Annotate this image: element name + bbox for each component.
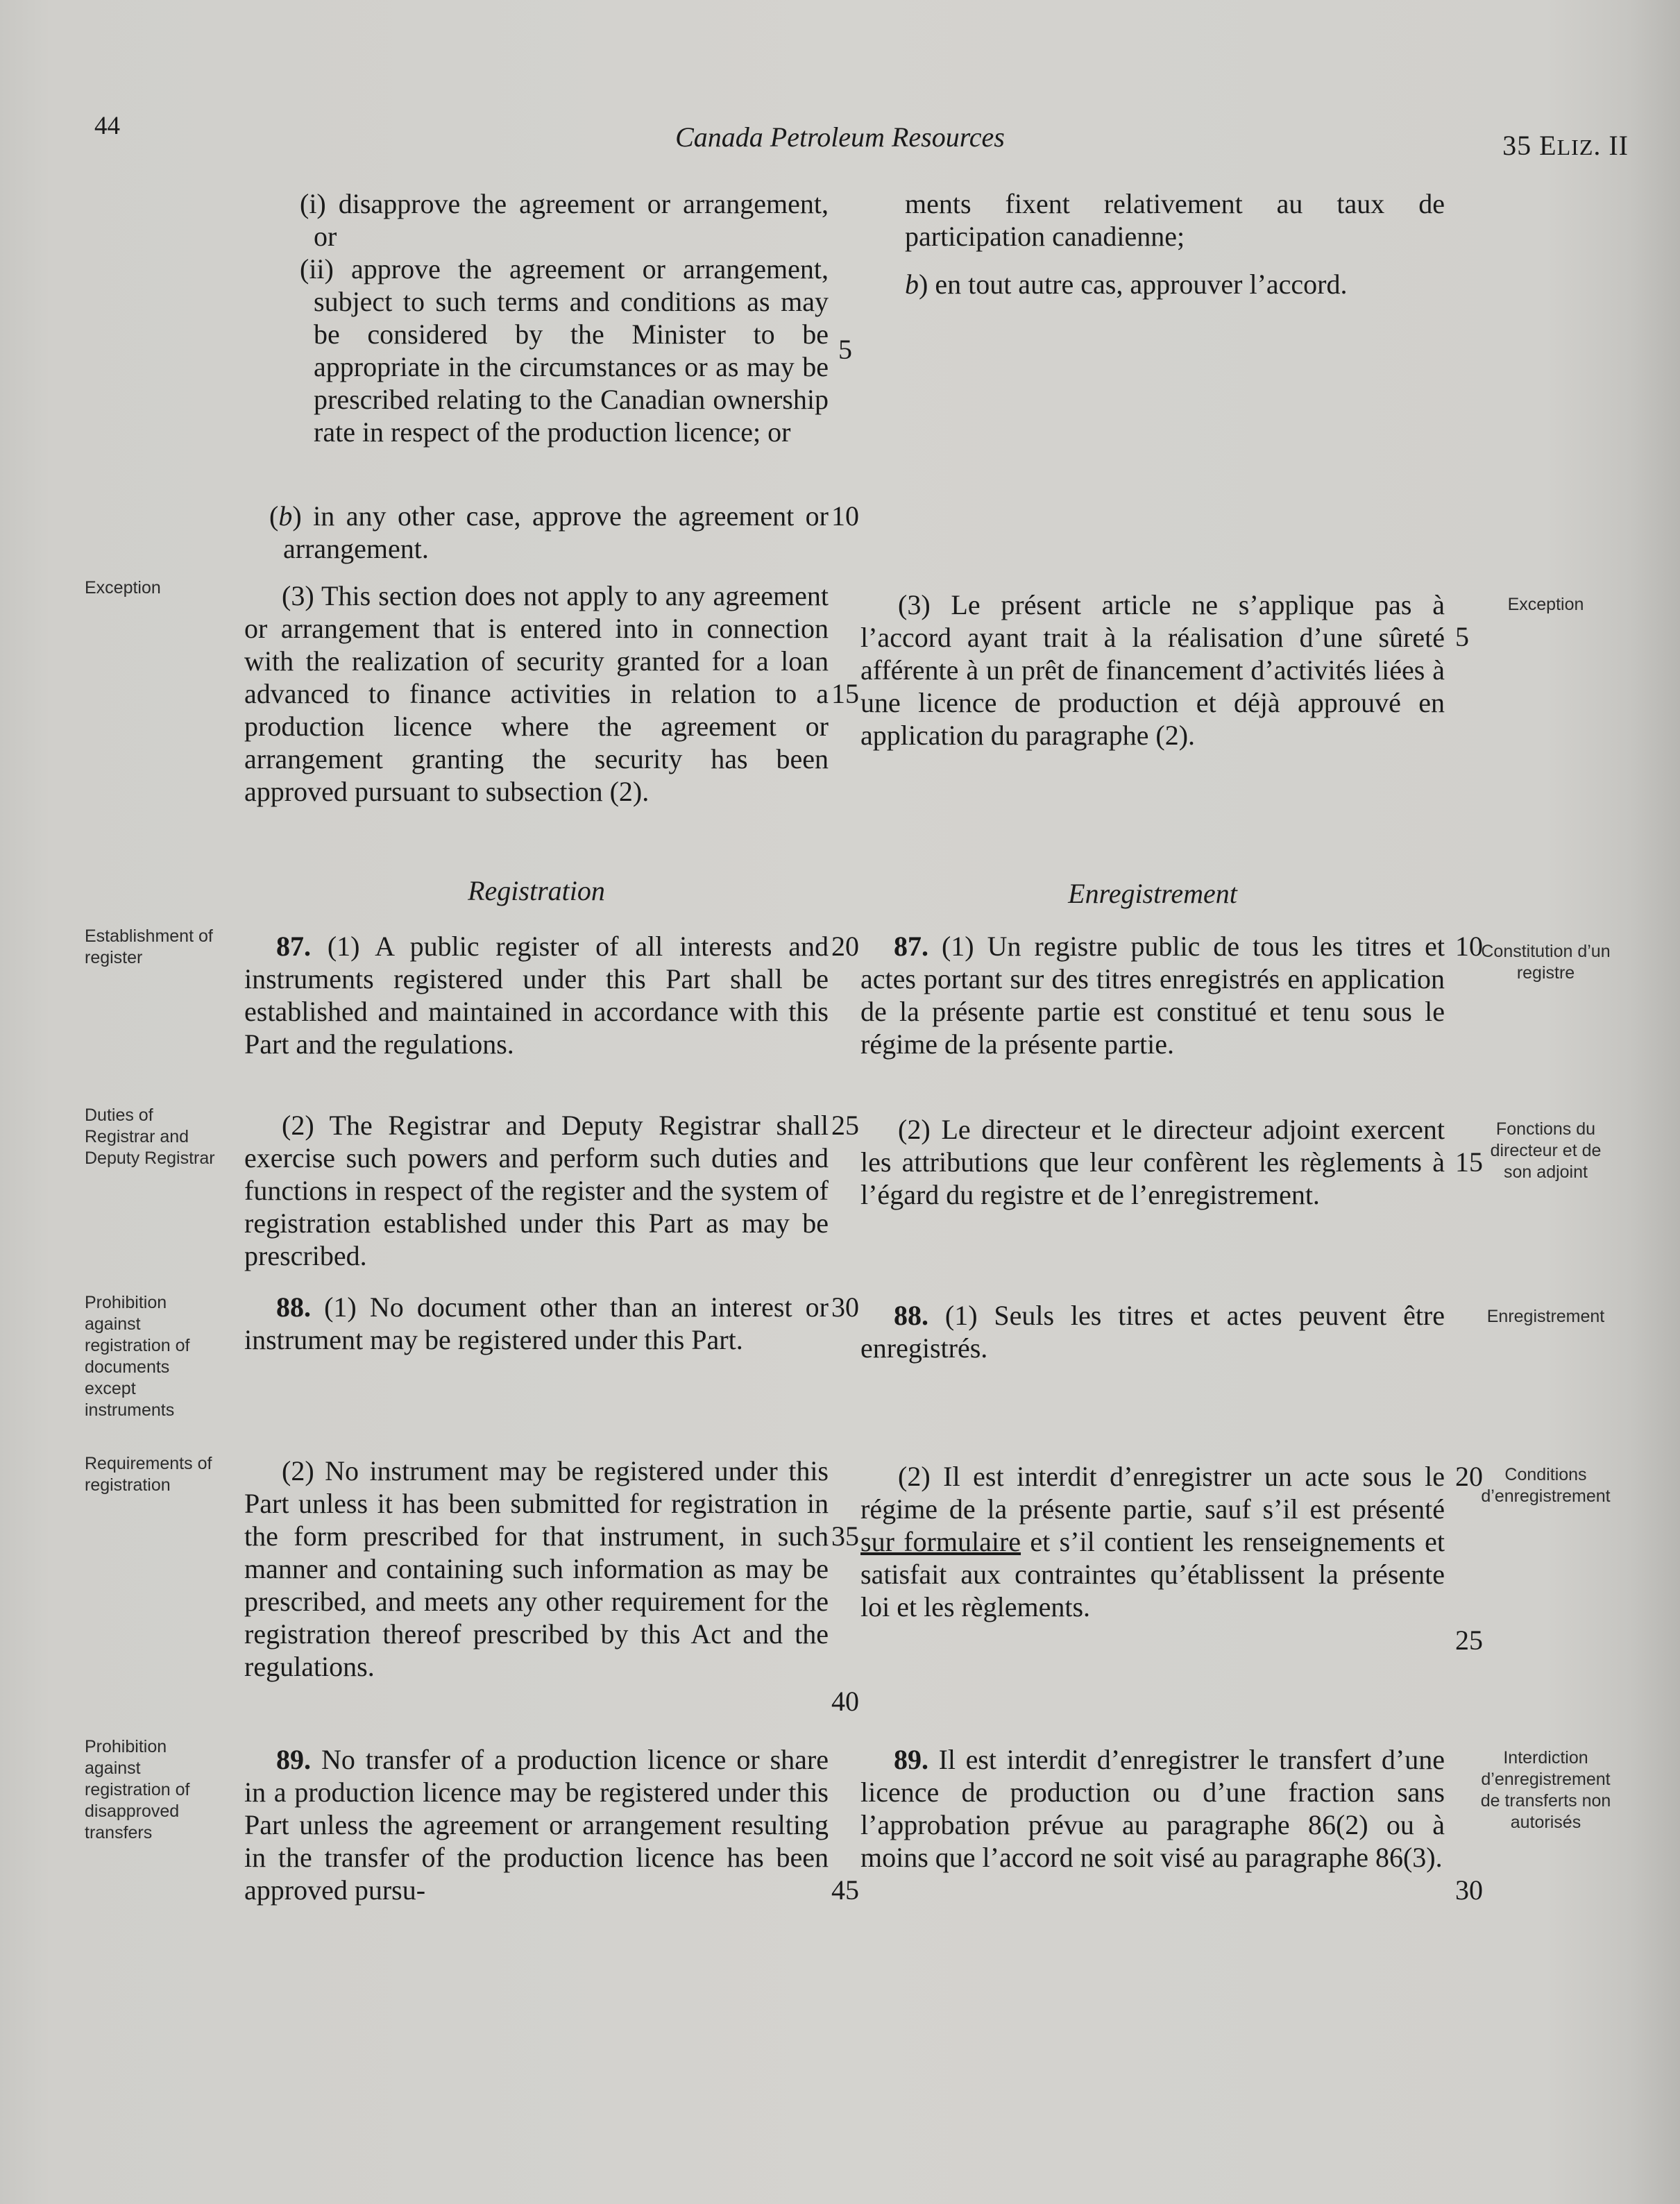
fr-section-87-1: 87. (1) Un registre public de tous les titres et actes portant sur des titres enregistrés en application de la présente partie est constitué et tenu sous le régime de la présente partie. [860, 931, 1445, 1060]
en-section-86-3: (3) This section does not apply to any agreement or arrangement that is entered into in connection with the realization of security granted for a loan advanced to finance activities in relation to a production licence where the agreement or arrangement granting the security has been approved pursuant to subsection (2). [244, 580, 829, 807]
line-number: 35 [831, 1520, 859, 1552]
line-number: 15 [831, 678, 859, 709]
en-para-b: (b) in any other case, approve the agreement or arrangement. [269, 500, 829, 564]
line-number: 45 [831, 1874, 859, 1906]
page-number: 44 [94, 112, 120, 140]
line-number: 5 [838, 334, 852, 365]
fr-para-b: b) en tout autre cas, approuver l’accord. [905, 269, 1348, 300]
en-section-87-1: 87. (1) A public register of all interests and instruments registered under this Part shall be established and maintained in accordance with this Part and the regulations. [244, 931, 829, 1060]
marginal-note: Conditions d’enregistrement [1481, 1465, 1611, 1506]
line-number: 20 [1455, 1461, 1483, 1492]
en-para-ii: (ii) approve the agreement or arrangement, subject to such terms and conditions as may be considered by the Minister to be appropriate in the circumstances or as may be prescribed relating to the Canadian ownership rate in respect of the production licence; or [300, 253, 829, 448]
running-title: Canada Petroleum Resources [675, 121, 1005, 153]
fr-section-86-3: (3) Le présent article ne s’applique pas à l’accord ayant trait à la réalisation d’une sûreté afférente à un prêt de financement d’activités liées à une licence de production et déjà approuvé en application du paragraphe (2). [860, 589, 1445, 751]
line-number: 10 [1455, 931, 1483, 962]
fr-section-88-1: 88. (1) Seuls les titres et actes peuvent être enregistrés. [860, 1300, 1445, 1364]
marginal-note: Exception [85, 578, 161, 597]
marginal-note: Enregistrement [1486, 1307, 1605, 1326]
line-number: 40 [831, 1686, 859, 1717]
en-section-87-2: (2) The Registrar and Deputy Registrar shall exercise such powers and perform such duties and functions in respect of the register and the system of registration established under this Part as may be prescribed. [244, 1110, 829, 1271]
en-para-i: (i) disapprove the agreement or arrangement, or [300, 188, 829, 252]
fr-section-89: 89. Il est interdit d’enregistrer le transfert d’une licence de production ou d’une fraction sans l’approbation prévue au paragraphe 86(2) ou à moins que l’accord ne soit visé au paragraphe 86(3). [860, 1744, 1445, 1873]
line-number: 5 [1455, 621, 1469, 652]
line-number: 30 [1455, 1874, 1483, 1906]
en-section-89: 89. No transfer of a production licence or share in a production licence may be registered under this Part unless the agreement or arrangement resulting in the transfer of the production licence has been approved pursu- [244, 1744, 829, 1906]
marginal-note: Fonctions du directeur et de son adjoint [1490, 1119, 1602, 1182]
regnal-year: 35 ELIZ. II [1502, 130, 1629, 161]
line-number: 25 [1455, 1625, 1483, 1656]
line-number: 30 [831, 1291, 859, 1323]
line-number: 15 [1455, 1146, 1483, 1178]
line-number: 10 [831, 500, 859, 532]
fr-heading-registration: Enregistrement [1068, 878, 1237, 909]
marginal-note: Prohibition against registration of disapproved transfers [85, 1737, 190, 1842]
marginal-note: Prohibition against registration of documents except instruments [85, 1293, 190, 1420]
en-heading-registration: Registration [468, 875, 605, 906]
line-number: 20 [831, 931, 859, 962]
fr-para-a-cont: ments fixent relativement au taux de participation canadienne; [905, 188, 1445, 252]
marginal-note: Interdiction d’enregistrement de transferts non autorisés [1480, 1748, 1611, 1832]
en-section-88-2: (2) No instrument may be registered under this Part unless it has been submitted for registration in the form prescribed for that instrument, in such manner and containing such information as may be prescribed, and meets any other requirement for the registration thereof prescribed by this Act and the regulations. [244, 1455, 829, 1682]
en-section-88-1: 88. (1) No document other than an interest or instrument may be registered under this Part. [244, 1291, 829, 1355]
fr-section-87-2: (2) Le directeur et le directeur adjoint exercent les attributions que leur confèrent les règlements à l’égard du registre et de l’enregistrement. [860, 1114, 1445, 1210]
marginal-note: Exception [1507, 595, 1584, 614]
marginal-note: Requirements of registration [85, 1454, 212, 1495]
line-number: 25 [831, 1110, 859, 1141]
marginal-note: Establishment of register [85, 926, 213, 967]
marginal-note: Duties of Registrar and Deputy Registrar [85, 1105, 215, 1168]
marginal-note: Constitution d’un registre [1481, 942, 1611, 983]
fr-section-88-2: (2) Il est interdit d’enregistrer un acte sous le régime de la présente partie, sauf s’il est présenté sur formulaire et s’il contient les renseignements et satisfait aux contraintes qu’établissent la présente loi et les règlements. [860, 1461, 1445, 1622]
